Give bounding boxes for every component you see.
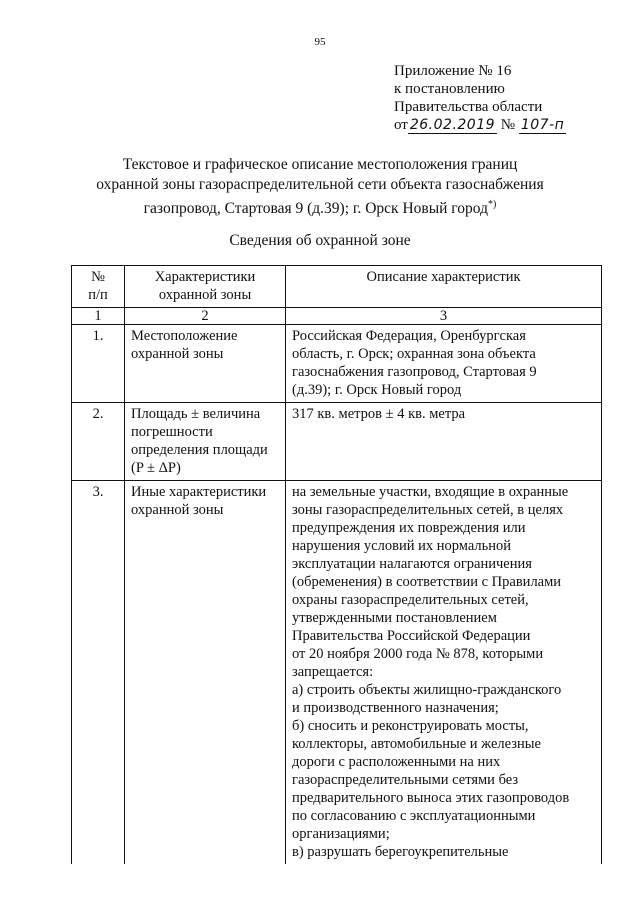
header-cell-description: Описание характеристик (286, 266, 602, 308)
row-number-cell: 3. (72, 481, 125, 865)
characteristic-cell: Иные характеристики охранной зоны (125, 481, 286, 865)
column-number-row (72, 308, 602, 325)
header-cell-number: № п/п (72, 266, 125, 308)
description-cell: на земельные участки, входящие в охранные зоны газораспределительных сетей, в целях предупреждения их повреждения или нарушения условий их нормальной эксплуатации налагаются ограничения (обременения) в соответствии с Правилами охраны газораспределительных сетей, утвержденными постановлением Правительства Российской Федерации от 20 ноября 2000 года № 878, которыми запрещается: а) строить объекты жилищно-гражданского и производственного назначения; б) сносить и реконструировать мосты, коллекторы, автомобильные и железные дороги с расположенными на них газораспределительными сетями без предварительного выноса этих газопроводов по согласованию с эксплуатационными организациями; в) разрушать берегоукрепительные (286, 481, 602, 865)
column-number-cell: 1 (72, 308, 125, 325)
row-number-cell: 1. (72, 325, 125, 403)
appendix-line: к постановлению (394, 81, 505, 97)
description-cell: Российская Федерация, Оренбургская область, г. Орск; охранная зона объекта газоснабжения газопровод, Стартовая 9 (д.39); г. Орск Новый город (286, 325, 602, 403)
description-cell: 317 кв. метров ± 4 кв. метра (286, 403, 602, 481)
handwritten-date: 26.02.2019 (409, 117, 496, 133)
appendix-line: Приложение № 16 (394, 63, 512, 79)
page-number: 95 (314, 36, 326, 48)
table-header-row (72, 266, 602, 308)
characteristic-cell: Местоположение охранной зоны (125, 325, 286, 403)
footnote-mark: *) (487, 199, 497, 210)
protection-zone-table (71, 265, 602, 864)
title-line: Текстовое и графическое описание местоположения границ (122, 156, 518, 173)
table-row (72, 403, 602, 481)
column-number-cell: 3 (286, 308, 602, 325)
title-line: охранной зоны газораспределительной сети объекта газоснабжения (96, 176, 544, 193)
title-line (60, 195, 580, 219)
handwritten-number: 107-п (520, 117, 565, 133)
table-row (72, 325, 602, 403)
row-number-cell: 2. (72, 403, 125, 481)
appendix-line: Правительства области (394, 99, 543, 115)
column-number-cell: 2 (125, 308, 286, 325)
date-prefix: от (394, 117, 408, 133)
characteristic-cell: Площадь ± величина погрешности определения площади (P ± ΔP) (125, 403, 286, 481)
header-cell-characteristic: Характеристики охранной зоны (125, 266, 286, 308)
title-line-text: газопровод, Стартовая 9 (д.39); г. Орск Новый город (143, 200, 488, 218)
appendix-header (394, 62, 566, 134)
appendix-date-line (394, 116, 566, 134)
section-subtitle: Сведения об охранной зоне (229, 232, 411, 249)
number-prefix: № (500, 117, 516, 133)
document-title (60, 155, 580, 219)
table-row (72, 481, 602, 865)
